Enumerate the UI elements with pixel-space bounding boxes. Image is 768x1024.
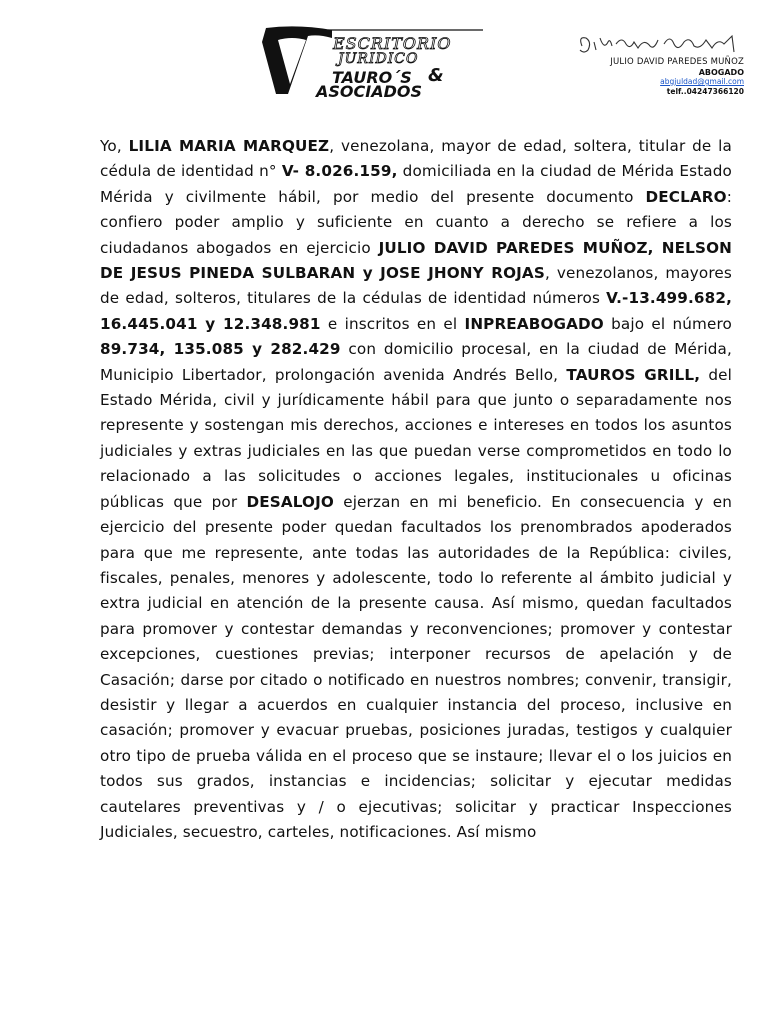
logo-line-juridico: JURIDICO [338,51,419,67]
grantor-id: V- 8.026.159, [281,162,398,181]
text-segment: con domicilio procesal, en la ciudad de Mérida, Municipio Libertador, prolongación avenida Andrés Bello, [100,340,732,384]
firm-logo [258,22,486,100]
text-segment: : confiero poder amplio y suficiente en cuanto a derecho se refiere a los ciudadanos abogados en ejercicio [100,187,732,257]
text-segment: e inscritos en el [320,314,465,333]
inpreabogado-numbers: 89.734, 135.085 y 282.429 [100,340,341,359]
logo-line-tauros: TAURO´S [332,68,412,87]
logo-ampersand: & [428,65,444,86]
text-segment: Yo, [100,137,129,155]
power-of-attorney-text [100,134,732,845]
text-segment: , venezolanos, mayores de edad, solteros, titulares de la cédulas de identidad números [100,264,732,308]
attorney-names: JULIO DAVID PAREDES MUÑOZ, NELSON DE JESUS PINEDA SULBARAN y JOSE JHONY ROJAS [100,238,732,283]
text-segment: , venezolana, mayor de edad, soltera, titular de la cédula de identidad n° [100,137,733,181]
text-segment: domiciliada en la ciudad de Mérida Estado Mérida y civilmente hábil, por medio del presente documento [100,162,732,206]
attorney-ids: V.-13.499.682, 16.445.041 y 12.348.981 [100,289,732,333]
lawyer-title: ABOGADO [698,68,744,77]
inpreabogado-keyword: INPREABOGADO [464,314,604,333]
signature-icon [574,28,744,58]
declaro-keyword: DECLARO [645,187,727,206]
text-segment: ejerzan en mi beneficio. En consecuencia y en ejercicio del presente poder quedan facultados los prenombrados apoderados para que me represente, ante todas las autoridades de la República: civiles, fiscales, penales, menores y adolescente, todo lo referente al ámbito judicial y extra judicial en atención de la presente causa. Así mismo, quedan facultados para promover y contestar demandas y reconvenciones; promover y contestar excepciones, cuestiones previas; interponer recursos de apelación y de Casación; darse por citado o notificado en nuestros nombres; convenir, transigir, desistir y llegar a acuerdos en cualquier instancia del proceso, inclusive en casación; promover y evacuar pruebas, posiciones juradas, testigos y cualquier otro tipo de prueba válida en el proceso que se instaure; llevar el o los juicios en todos sus grados, instancias e incidencias; solicitar y ejecutar medidas cautelares preventivas y / o ejecutivas; solicitar y practicar Inspecciones Judiciales, secuestro, carteles, notificaciones. Así mismo [100,492,732,841]
lawyer-name: JULIO DAVID PAREDES MUÑOZ [610,57,744,67]
logo-line-escritorio: ESCRITORIO [333,34,452,53]
grantor-name: LILIA MARIA MARQUEZ [128,137,330,155]
logo-line-asociados: ASOCIADOS [316,82,422,101]
text-segment: bajo el número [603,314,732,333]
desalojo-keyword: DESALOJO [246,492,334,511]
lawyer-phone: telf..04247366120 [666,87,744,96]
tauros-grill: TAUROS GRILL, [566,365,701,384]
lawyer-email-link[interactable]: abgjuldad@gmail.com [660,77,744,86]
text-segment: del Estado Mérida, civil y jurídicamente hábil para que junto o separadamente nos represente y sostengan mis derechos, acciones e intereses en todos los asuntos judiciales y extras judiciales en las que puedan verse comprometidos en todo lo relacionado a las solicitudes o acciones legales, institucionales u oficinas públicas que por [100,365,732,511]
